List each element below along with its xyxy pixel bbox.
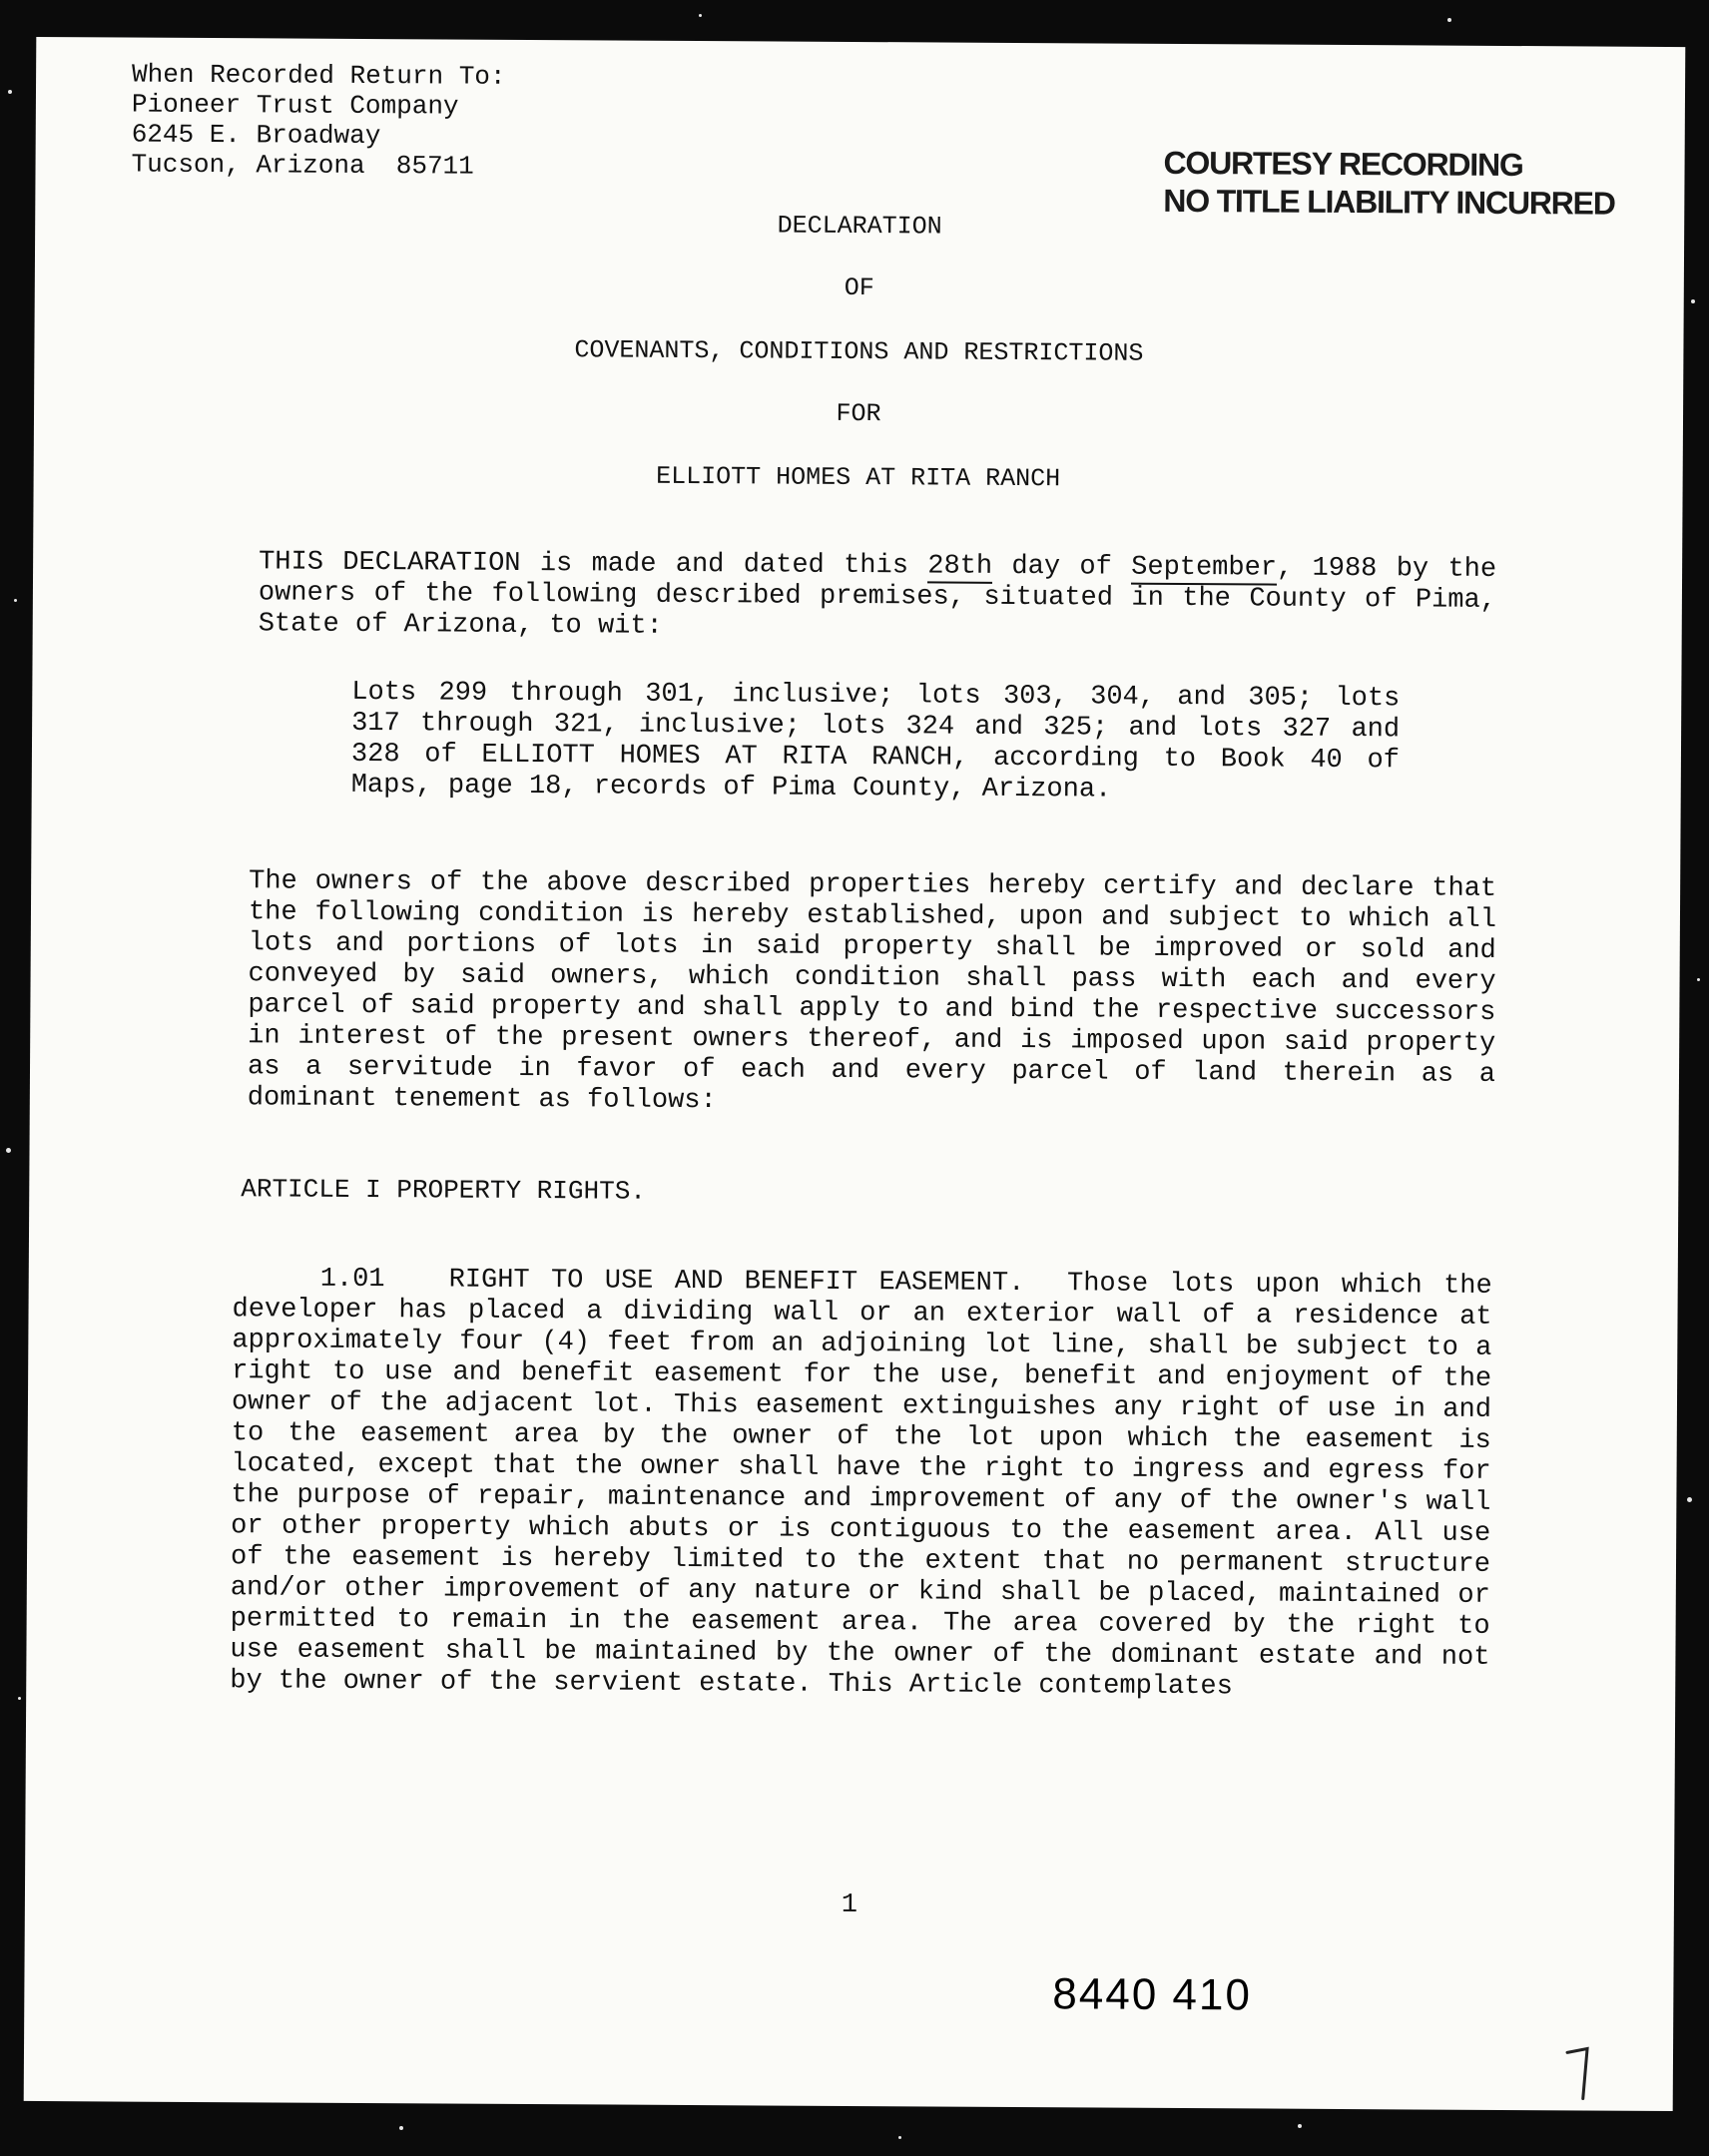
return-to-company: Pioneer Trust Company [131,89,459,122]
intro-paragraph [259,547,1497,648]
lots-description: Lots 299 through 301, inclusive; lots 303, 304, and 305; lots 317 through 321, inclusive; lots 324 and 325; and lots 327 and 328 of ELLIOTT HOMES AT RITA RANCH, according to Book 40 of Maps, page 18, records of Pima County, Arizona. [350,677,1401,806]
section-body: Those lots upon which the developer has placed a dividing wall or an exterior wall of a residence at approximately four (4) feet from an adjoining lot line, shall be subject to a right to use and benefit easement for the use, benefit and enjoyment of the owner of the adjacent lot. This easement extinguishes any right of use in and to the easement area by the owner of the lot upon which the easement is located, except that the owner shall have the right to ingress and egress for the purpose of repair, maintenance and improvement of any of the owner's wall or other property which abuts or is contiguous to the easement area. All use of the easement is hereby limited to the extent that no permanent structure and/or other improvement of any nature or kind shall be placed, maintained or permitted to remain in the easement area. The area covered by the right to use easement shall be maintained by the owner of the dominant estate and not by the owner of the servient estate. This Article contemplates [230,1269,1492,1703]
return-to-address-block [131,60,505,182]
title-of: OF [844,272,874,303]
section-1-01 [230,1264,1492,1705]
document-page [24,37,1686,2111]
recording-document-number: 8440 410 [1052,1969,1253,2020]
article-heading: ARTICLE I PROPERTY RIGHTS. [241,1174,647,1207]
return-to-line: When Recorded Return To: [132,59,506,92]
title-covenants: COVENANTS, CONDITIONS AND RESTRICTIONS [574,335,1144,368]
intro-text-start: THIS DECLARATION is made and dated this [259,547,909,582]
intro-text-middle: day of [1011,551,1112,583]
intro-day-field: 28th [927,551,993,582]
intro-text-end: , 1988 by the owners of the following described premises, situated in the County of Pima, State of Arizona, to wit: [258,553,1497,642]
owners-declaration-paragraph: The owners of the above described properties hereby certify and declare that the following condition is hereby established, upon and subject to which all lots and portions of lots in said property shall be improved or sold and conveyed by said owners, which condition shall pass with each and every parcel of said property and shall apply to and bind the respective successors in interest of the present owners thereof, and is imposed upon said property as a servitude in favor of each and every parcel of land therein as a dominant tenement as follows: [247,866,1497,1117]
section-number: 1.01 [319,1264,385,1296]
title-for: FOR [836,398,881,429]
section-title: RIGHT TO USE AND BENEFIT EASEMENT. [448,1265,1025,1300]
return-to-street: 6245 E. Broadway [131,119,381,152]
page-number: 1 [841,1889,858,1921]
return-to-city: Tucson, Arizona 85711 [131,149,474,182]
title-declaration: DECLARATION [777,211,942,242]
intro-month-field: September [1131,552,1278,584]
courtesy-recording-stamp [1163,144,1615,223]
stamp-line-2: NO TITLE LIABILITY INCURRED [1163,182,1615,222]
handwritten-mark-icon [1561,2042,1601,2102]
stamp-line-1: COURTESY RECORDING [1163,144,1523,184]
title-project-name: ELLIOTT HOMES AT RITA RANCH [656,461,1061,494]
